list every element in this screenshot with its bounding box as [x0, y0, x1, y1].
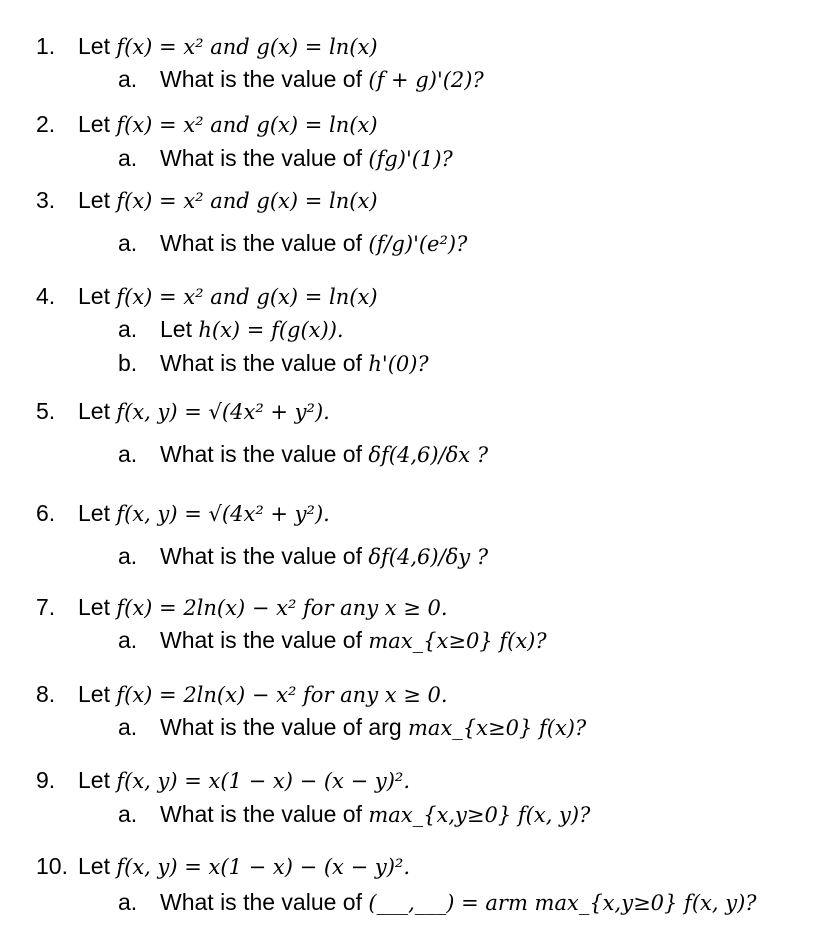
sub-question-math: max_{x,y≥0} f(x, y)?: [368, 803, 591, 827]
sub-question-text: What is the value of: [160, 543, 362, 569]
sub-question: [118, 230, 467, 257]
sub-question-text: What is the value of: [160, 801, 362, 827]
sub-question-label: a.: [118, 801, 138, 827]
stem-math: f(x) = x² and g(x) = ln(x): [116, 113, 378, 137]
problem-stem: [78, 500, 330, 526]
sub-question-text: What is the value of: [160, 627, 362, 653]
sub-question-label: a.: [118, 230, 138, 256]
problem-stem: [78, 398, 330, 424]
problem-stem: [78, 681, 448, 707]
sub-question: [118, 714, 586, 741]
problem-stem: [78, 853, 410, 879]
stem-math: f(x) = x² and g(x) = ln(x): [116, 35, 378, 59]
stem-math: f(x) = x² and g(x) = ln(x): [116, 285, 378, 309]
sub-question-label: a.: [118, 441, 138, 467]
problem-stem: [78, 594, 448, 620]
problem-statement: [36, 187, 378, 214]
problem-number: 7.: [36, 594, 56, 620]
sub-question: [118, 801, 590, 828]
sub-question: [118, 441, 488, 468]
problem-statement: [36, 33, 378, 60]
stem-math: f(x, y) = x(1 − x) − (x − y)².: [116, 769, 410, 793]
problem-stem: [78, 111, 378, 137]
stem-text: Let: [78, 853, 110, 879]
sub-question-math: max_{x≥0} f(x)?: [368, 629, 547, 653]
sub-question-label: a.: [118, 627, 138, 653]
stem-text: Let: [78, 767, 110, 793]
sub-question: [118, 627, 547, 654]
sub-question-text: What is the value of: [160, 230, 362, 256]
sub-question-label: b.: [118, 350, 138, 376]
sub-question-math: (fg)'(1)?: [368, 147, 453, 171]
problem-stem: [78, 33, 378, 59]
problem-statement: [36, 767, 410, 794]
problem-stem: [78, 187, 378, 213]
sub-question-math: δf(4,6)/δx ?: [368, 443, 489, 467]
problem-statement: [36, 283, 378, 310]
sub-question: [118, 889, 757, 916]
sub-question-math: h(x) = f(g(x)).: [198, 318, 344, 342]
sub-question-math: (f/g)'(e²)?: [368, 232, 468, 256]
sub-question-text: What is the value of: [160, 441, 362, 467]
sub-question-math: δf(4,6)/δy ?: [368, 545, 489, 569]
problem-number: 8.: [36, 681, 56, 707]
problem-number: 4.: [36, 283, 56, 309]
stem-math: f(x, y) = √(4x² + y²).: [116, 502, 330, 526]
problem-number: 5.: [36, 398, 56, 424]
stem-text: Let: [78, 681, 110, 707]
stem-math: f(x) = x² and g(x) = ln(x): [116, 189, 378, 213]
sub-question-label: a.: [118, 714, 138, 740]
problem-number: 6.: [36, 500, 56, 526]
stem-text: Let: [78, 500, 110, 526]
stem-math: f(x, y) = √(4x² + y²).: [116, 400, 330, 424]
sub-question-text: What is the value of arg: [160, 714, 402, 740]
stem-text: Let: [78, 283, 110, 309]
problem-statement: [36, 853, 410, 880]
sub-question-text: What is the value of: [160, 889, 362, 915]
problem-statement: [36, 500, 330, 527]
sub-question-label: a.: [118, 316, 138, 342]
stem-math: f(x) = 2ln(x) − x² for any x ≥ 0.: [116, 683, 448, 707]
problem-number: 3.: [36, 187, 56, 213]
stem-text: Let: [78, 187, 110, 213]
stem-math: f(x) = 2ln(x) − x² for any x ≥ 0.: [116, 596, 448, 620]
sub-question-label: a.: [118, 66, 138, 92]
sub-question-text: Let: [160, 316, 192, 342]
stem-math: f(x, y) = x(1 − x) − (x − y)².: [116, 855, 410, 879]
sub-question-label: a.: [118, 889, 138, 915]
sub-question-label: a.: [118, 543, 138, 569]
problem-number: 2.: [36, 111, 56, 137]
sub-question-label: a.: [118, 145, 138, 171]
problem-stem: [78, 767, 410, 793]
stem-text: Let: [78, 594, 110, 620]
sub-question: [118, 316, 344, 343]
problem-statement: [36, 398, 330, 425]
sub-question: [118, 543, 488, 570]
problem-statement: [36, 594, 448, 621]
sub-question-math: (___,___) = arm max_{x,y≥0} f(x, y)?: [368, 891, 757, 915]
sub-question-text: What is the value of: [160, 66, 362, 92]
sub-question: [118, 350, 429, 377]
sub-question-text: What is the value of: [160, 350, 362, 376]
sub-question-math: h'(0)?: [368, 352, 429, 376]
problem-number: 1.: [36, 33, 56, 59]
sub-question-math: (f + g)'(2)?: [368, 68, 484, 92]
stem-text: Let: [78, 398, 110, 424]
sub-question-text: What is the value of: [160, 145, 362, 171]
stem-text: Let: [78, 33, 110, 59]
stem-text: Let: [78, 111, 110, 137]
sub-question-math: max_{x≥0} f(x)?: [408, 716, 587, 740]
problem-number: 9.: [36, 767, 56, 793]
problem-number: 10.: [36, 853, 68, 879]
problem-statement: [36, 681, 448, 708]
sub-question: [118, 66, 484, 93]
problem-statement: [36, 111, 378, 138]
problem-stem: [78, 283, 378, 309]
sub-question: [118, 145, 453, 172]
